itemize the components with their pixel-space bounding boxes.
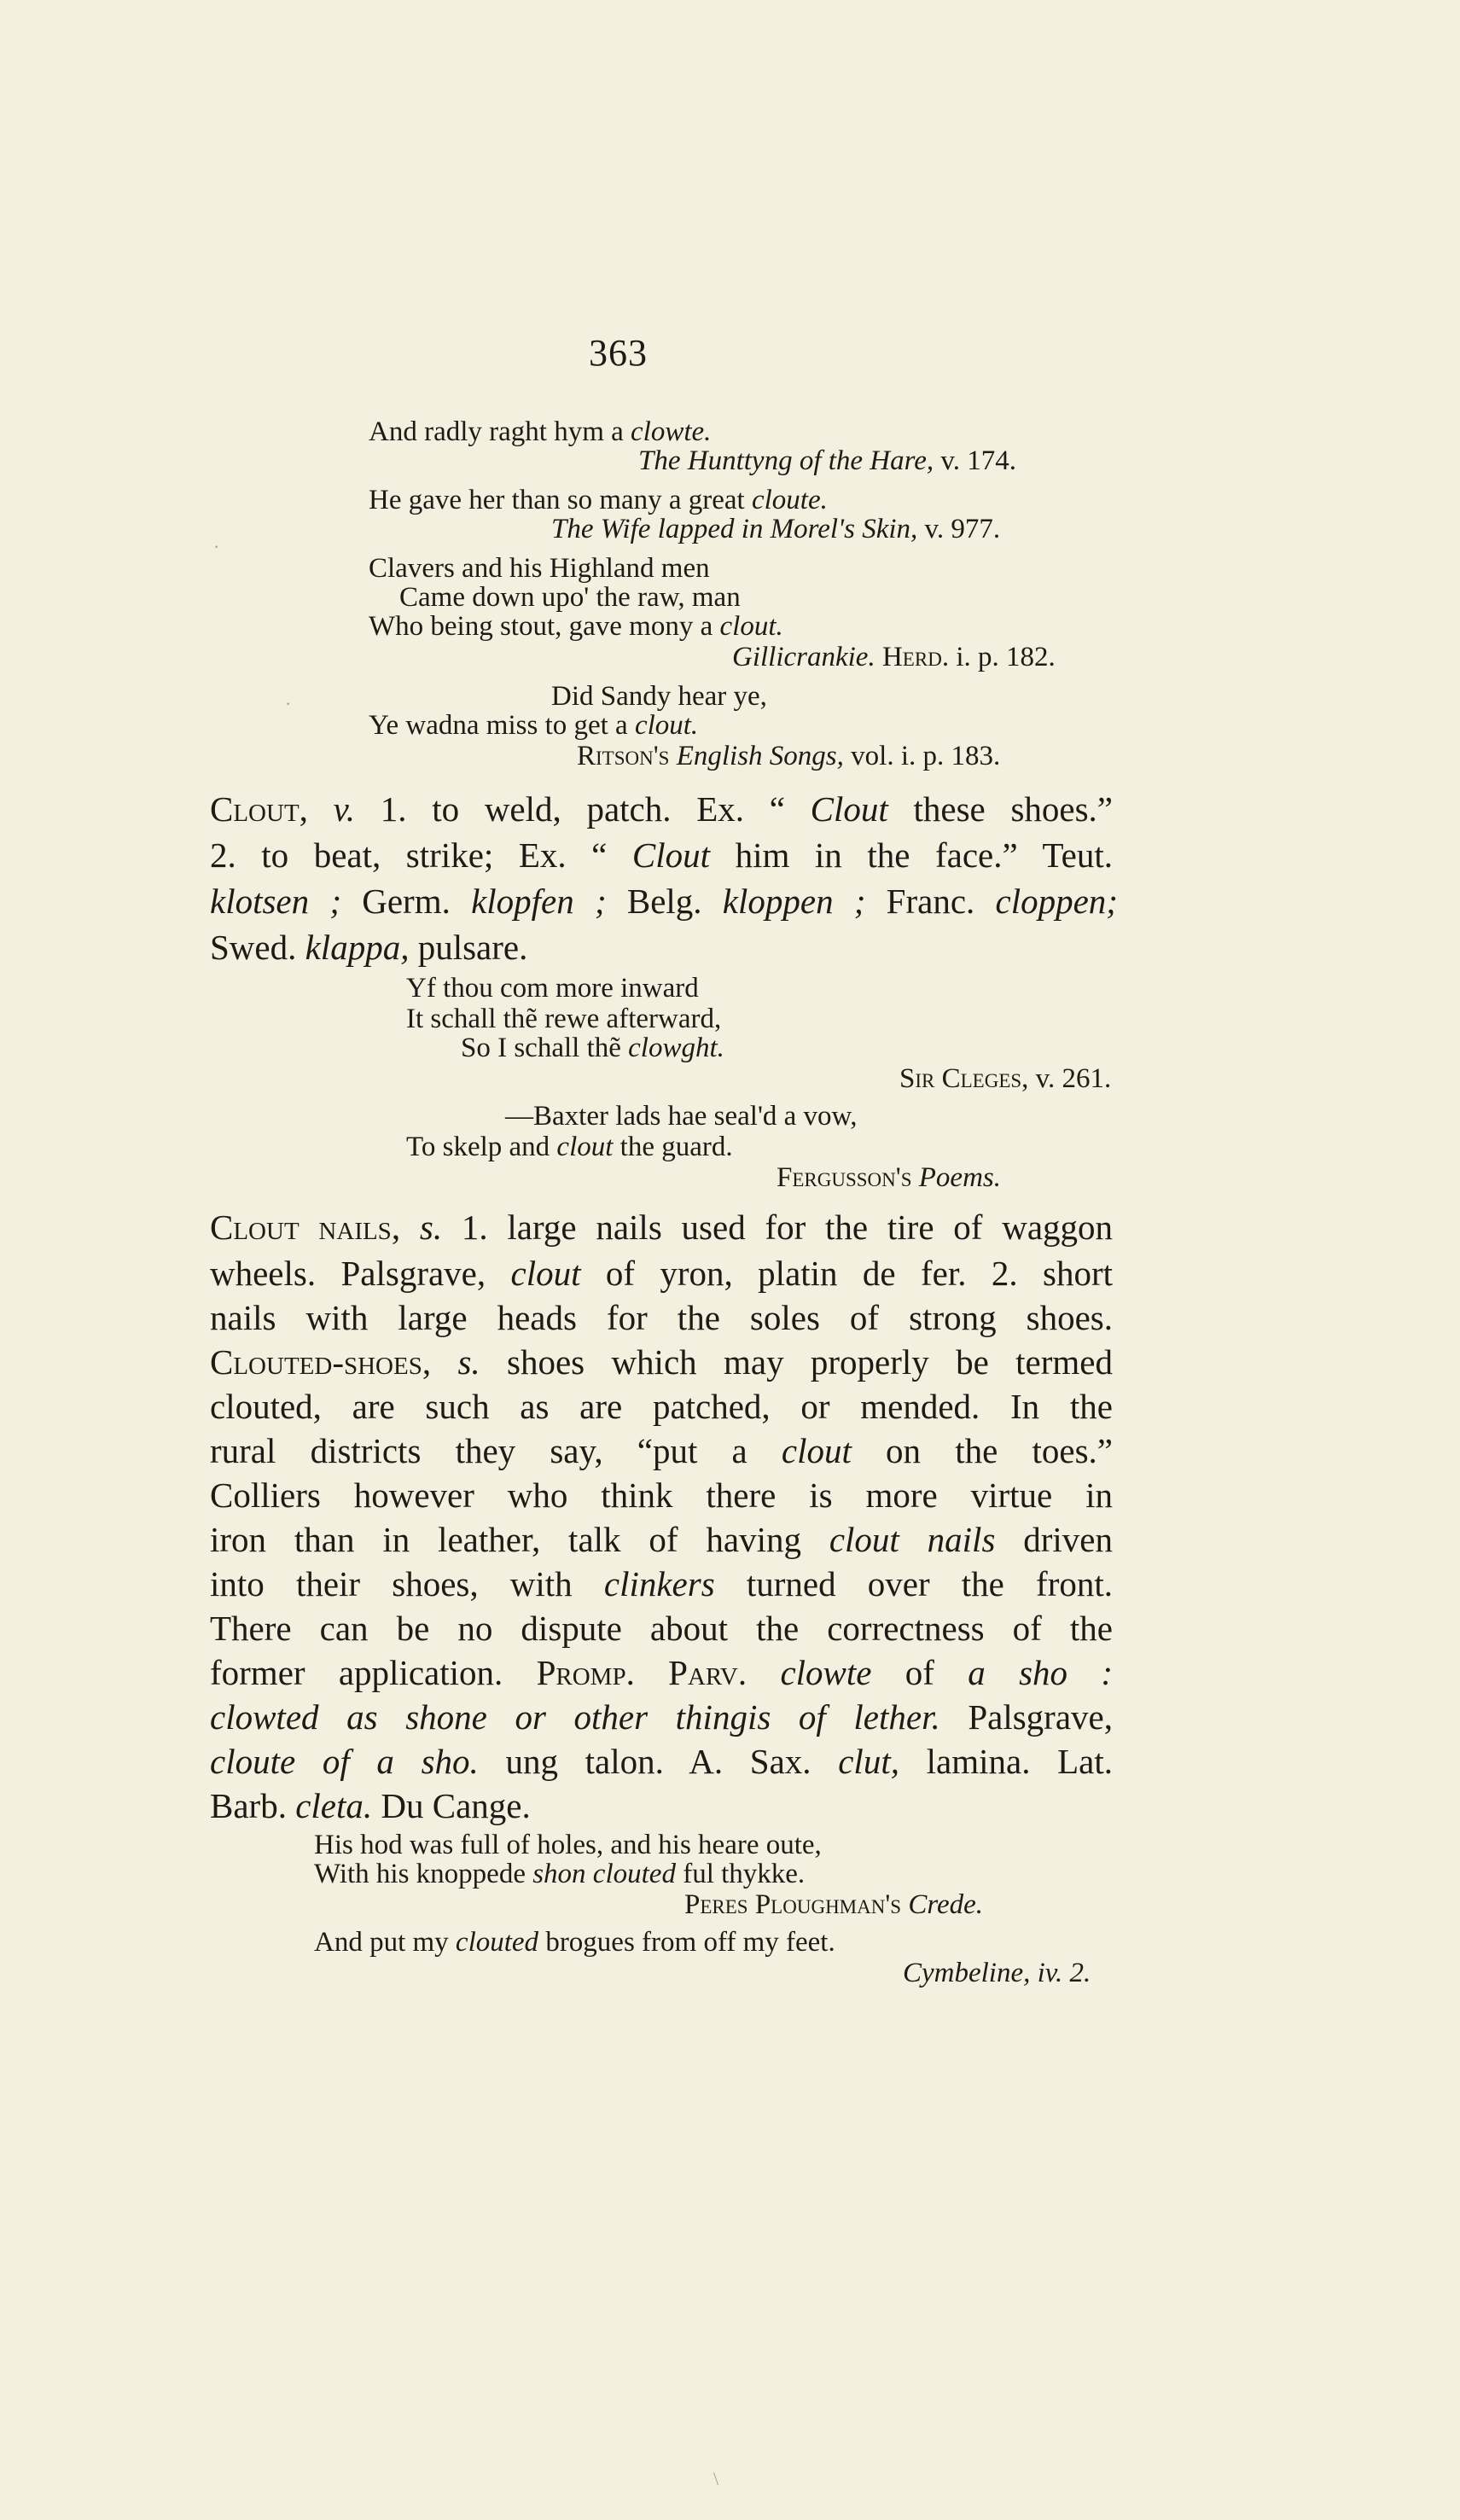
entry-line — [210, 1563, 1113, 1604]
entry-line — [210, 1696, 1113, 1737]
citation-author: Fergusson's — [777, 1162, 912, 1193]
entry-line — [210, 881, 1118, 922]
quote-line — [461, 1033, 724, 1064]
entry-text: Barb. — [210, 1786, 296, 1825]
citation-ref: . i. p. 182. — [941, 642, 1056, 672]
entry-text: Du Cange. — [372, 1786, 531, 1825]
etymology-word: klotsen ; — [210, 882, 342, 921]
quote-citation — [899, 1063, 1111, 1095]
quote-text: ful thykke. — [675, 1859, 806, 1889]
entry-headword: Clouted-shoes, — [210, 1342, 432, 1382]
entry-line — [210, 789, 1113, 829]
citation-author: Ritson's — [577, 741, 670, 771]
entry-keyword: clinkers — [603, 1564, 715, 1603]
quote-text: Who being stout, gave mony a — [369, 611, 720, 642]
quote-line: Yf thou com more inward — [406, 973, 699, 1004]
entry-text: ung talon. A. Sax. — [478, 1742, 839, 1781]
quote-keyword: clouted — [455, 1927, 539, 1958]
quote-citation — [551, 514, 1000, 545]
etymology-word: klopfen ; — [471, 882, 607, 921]
citation-title: Poems. — [911, 1162, 1001, 1193]
quote-line: —Baxter lads hae seal'd a vow, — [505, 1101, 858, 1132]
quote-citation — [577, 741, 1000, 772]
quote-text: Ye wadna miss to get a — [369, 710, 635, 741]
entry-line: Colliers however who think there is more virtue in — [210, 1475, 1113, 1515]
quote-keyword: clout. — [719, 611, 783, 642]
entry-text: former application. — [210, 1653, 537, 1692]
quote-keyword: clowght. — [628, 1033, 724, 1063]
quote-line — [369, 416, 711, 448]
entry-text: 1. to weld, patch. Ex. “ — [355, 789, 811, 829]
quote-keyword: shon clouted — [532, 1859, 676, 1889]
quote-line — [314, 1927, 835, 1958]
part-of-speech: s. — [419, 1208, 443, 1247]
quote-citation — [903, 1958, 1091, 1989]
entry-line: clouted, are such as are patched, or mended. In the — [210, 1387, 1113, 1426]
entry-line — [210, 1785, 531, 1826]
entry-keyword: cloute of a sho. — [210, 1742, 479, 1781]
quote-keyword: cloute. — [751, 485, 828, 515]
citation-title: Crede. — [901, 1889, 984, 1920]
entry-text: on the toes.” — [851, 1431, 1113, 1470]
entry-text: turned over the front. — [714, 1564, 1113, 1603]
quote-text: And put my — [314, 1927, 456, 1958]
quote-keyword: clout — [556, 1132, 614, 1162]
entry-line — [210, 835, 1113, 876]
entry-headword: Clout nails, — [210, 1208, 401, 1247]
entry-text — [747, 1653, 780, 1692]
entry-text: 1. large nails used for the tire of waggon — [442, 1208, 1114, 1247]
entry-line — [210, 1652, 1113, 1693]
entry-line — [210, 1207, 1113, 1248]
citation-ref: v. 977. — [917, 514, 1001, 544]
citation-ref: v. 174. — [934, 445, 1017, 476]
etymology-word: cleta. — [295, 1786, 373, 1825]
citation-title: Peres Ploughman's — [684, 1889, 902, 1920]
quote-citation — [732, 642, 1056, 673]
citation-author: Herd — [875, 642, 942, 672]
part-of-speech: v. — [333, 789, 356, 829]
entry-text: Germ. — [341, 882, 472, 921]
quote-line: It schall thẽ rewe afterward, — [406, 1004, 722, 1034]
page-number: 363 — [589, 332, 648, 374]
entry-line — [210, 927, 527, 968]
entry-text: lamina. Lat. — [899, 1742, 1114, 1781]
entry-text: Swed. — [210, 928, 305, 967]
entry-text: of — [871, 1653, 968, 1692]
citation-title: Gillicrankie. — [732, 642, 875, 672]
entry-text: shoes which may properly be termed — [480, 1342, 1113, 1382]
entry-line — [210, 1341, 1113, 1382]
quote-line — [369, 611, 783, 643]
entry-text: rural districts they say, “put a — [210, 1431, 782, 1470]
entry-text: these shoes.” — [887, 789, 1113, 829]
quote-line: His hod was full of holes, and his heare oute, — [314, 1830, 822, 1860]
entry-keyword: clout — [781, 1431, 852, 1470]
citation-title: Cymbeline, iv. 2. — [903, 1958, 1091, 1988]
quote-line — [314, 1859, 805, 1890]
entry-keyword: clout — [510, 1254, 581, 1293]
etymology-word: clut, — [838, 1742, 899, 1781]
entry-keyword: a sho : — [968, 1653, 1114, 1692]
etymology-word: klappa, — [305, 928, 410, 967]
entry-text: Franc. — [865, 882, 996, 921]
entry-text: driven — [995, 1520, 1113, 1559]
citation-ref: vol. i. p. 183. — [843, 741, 1001, 771]
quote-line — [406, 1132, 733, 1163]
quote-text: He gave her than so many a great — [369, 485, 752, 515]
quote-keyword: clowte. — [631, 416, 712, 447]
quote-text: And radly raght hym a — [369, 416, 631, 447]
entry-text: into their shoes, with — [210, 1564, 604, 1603]
entry-text: pulsare. — [409, 928, 528, 967]
quote-citation — [684, 1889, 983, 1921]
print-speck: \ — [713, 2468, 719, 2489]
quote-line — [369, 485, 828, 516]
quote-line: Did Sandy hear ye, — [551, 681, 767, 712]
quote-text: brogues from off my feet. — [538, 1927, 835, 1958]
quote-citation — [638, 445, 1016, 477]
entry-text: wheels. Palsgrave, — [210, 1254, 511, 1293]
entry-text: 2. to beat, strike; Ex. “ — [210, 835, 632, 875]
citation-ref: , v. 261. — [1021, 1063, 1112, 1094]
entry-line: There can be no dispute about the correctness of the — [210, 1609, 1113, 1648]
citation-title: English Songs, — [676, 741, 844, 771]
entry-line — [210, 1741, 1113, 1782]
entry-keyword: Clout — [810, 789, 888, 829]
entry-text: iron than in leather, talk of having — [210, 1520, 829, 1559]
quote-text: With his knoppede — [314, 1859, 533, 1889]
citation-title: The Hunttyng of the Hare, — [638, 445, 934, 476]
entry-line — [210, 1519, 1113, 1560]
entry-keyword: Clout — [631, 835, 711, 875]
source-abbrev: Promp. Parv. — [536, 1653, 747, 1692]
entry-line — [210, 1430, 1113, 1471]
quote-text: the guard. — [613, 1132, 733, 1162]
etymology-word: cloppen; — [995, 882, 1118, 921]
entry-text: Belg. — [606, 882, 723, 921]
entry-line: nails with large heads for the soles of strong shoes. — [210, 1298, 1113, 1337]
citation-title: Sir Cleges — [899, 1063, 1022, 1094]
quote-text: To skelp and — [406, 1132, 557, 1162]
print-speck: · — [285, 693, 292, 714]
citation-title: The Wife lapped in Morel's Skin, — [551, 514, 918, 544]
quote-line — [369, 710, 698, 742]
entry-line — [210, 1253, 1113, 1294]
print-speck: · — [213, 536, 220, 557]
quote-line: Came down upo' the raw, man — [399, 582, 741, 613]
entry-text: Palsgrave, — [939, 1697, 1113, 1737]
part-of-speech: s. — [457, 1342, 480, 1382]
quote-keyword: clout. — [634, 710, 699, 741]
etymology-word: kloppen ; — [722, 882, 866, 921]
quote-text: So I schall thẽ — [461, 1033, 629, 1063]
entry-text: of yron, platin de fer. 2. short — [580, 1254, 1114, 1293]
entry-keyword: clowte — [780, 1653, 872, 1692]
entry-keyword: clout nails — [829, 1520, 996, 1559]
entry-keyword: clowted as shone or other thingis of lether. — [210, 1697, 940, 1737]
quote-citation — [777, 1162, 1001, 1194]
entry-text: him in the face.” Teut. — [710, 835, 1113, 875]
entry-headword: Clout, — [210, 789, 308, 829]
quote-line: Clavers and his Highland men — [369, 553, 710, 584]
